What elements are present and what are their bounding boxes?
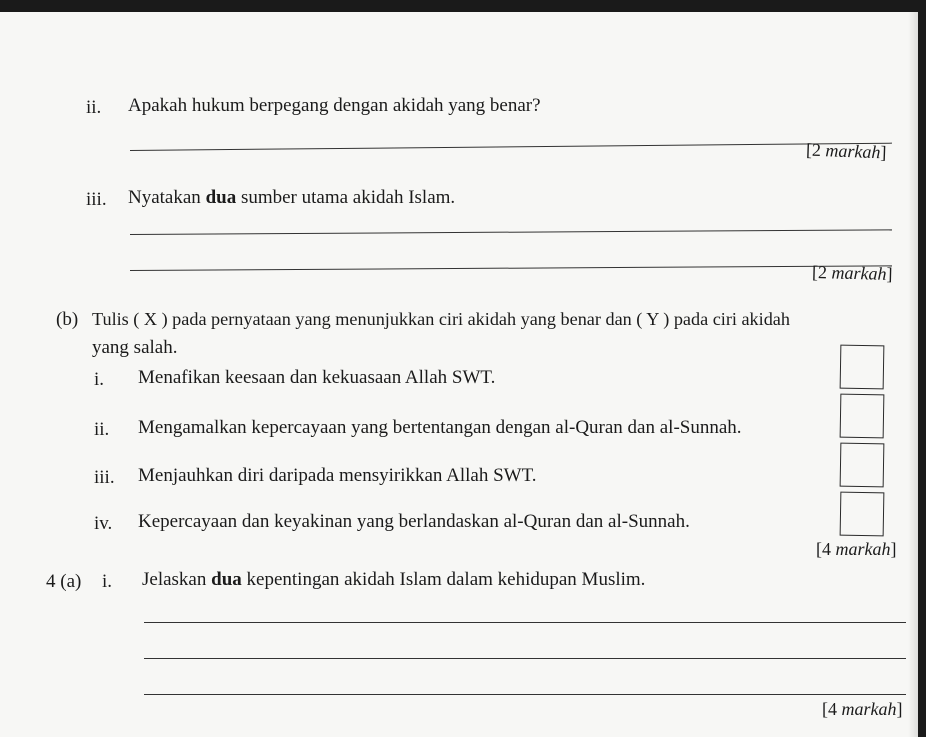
item-number: iv. bbox=[94, 513, 113, 534]
statement-text: Menafikan keesaan dan kekuasaan Allah SWT. bbox=[138, 367, 496, 388]
answer-line[interactable] bbox=[144, 694, 906, 695]
question-4a-marks: [4 markah] bbox=[822, 699, 903, 719]
answer-box-iv[interactable] bbox=[840, 492, 885, 537]
answer-box-iii[interactable] bbox=[840, 443, 885, 488]
question-ii-marks: [2 markah] bbox=[805, 139, 887, 163]
answer-line[interactable] bbox=[144, 622, 906, 623]
answer-line[interactable] bbox=[130, 229, 892, 235]
part-b-marks: [4 markah] bbox=[816, 539, 897, 559]
question-ii-text: Apakah hukum berpegang dengan akidah yang benar? bbox=[128, 95, 541, 116]
question-4a-text: Jelaskan dua kepentingan akidah Islam dalam kehidupan Muslim. bbox=[142, 569, 646, 590]
statement-text: Kepercayaan dan keyakinan yang berlandaskan al-Quran dan al-Sunnah. bbox=[138, 511, 690, 532]
item-number: i. bbox=[94, 369, 105, 390]
answer-box-i[interactable] bbox=[840, 345, 885, 390]
question-4a-label: 4 (a) bbox=[46, 571, 82, 592]
part-b-instruction: Tulis ( X ) pada pernyataan yang menunjukkan ciri akidah yang benar dan ( Y ) pada ciri akidah bbox=[92, 309, 790, 329]
part-b-instruction-cont: yang salah. bbox=[92, 337, 178, 358]
question-iii-number: iii. bbox=[86, 189, 107, 210]
exam-page bbox=[0, 12, 918, 737]
answer-line[interactable] bbox=[144, 658, 906, 659]
answer-line[interactable] bbox=[130, 143, 892, 151]
item-number: iii. bbox=[94, 467, 115, 488]
answer-line[interactable] bbox=[130, 265, 892, 271]
question-iii-marks: [2 markah] bbox=[811, 261, 893, 285]
question-4a-sub: i. bbox=[102, 571, 113, 592]
part-b-label: (b) bbox=[56, 309, 79, 330]
question-iii-text: Nyatakan dua sumber utama akidah Islam. bbox=[128, 187, 456, 208]
item-number: ii. bbox=[94, 419, 110, 440]
question-ii-number: ii. bbox=[86, 97, 102, 118]
statement-text: Menjauhkan diri daripada mensyirikkan Allah SWT. bbox=[138, 465, 537, 486]
statement-text: Mengamalkan kepercayaan yang bertentangan dengan al-Quran dan al-Sunnah. bbox=[138, 417, 742, 438]
answer-box-ii[interactable] bbox=[840, 394, 885, 439]
